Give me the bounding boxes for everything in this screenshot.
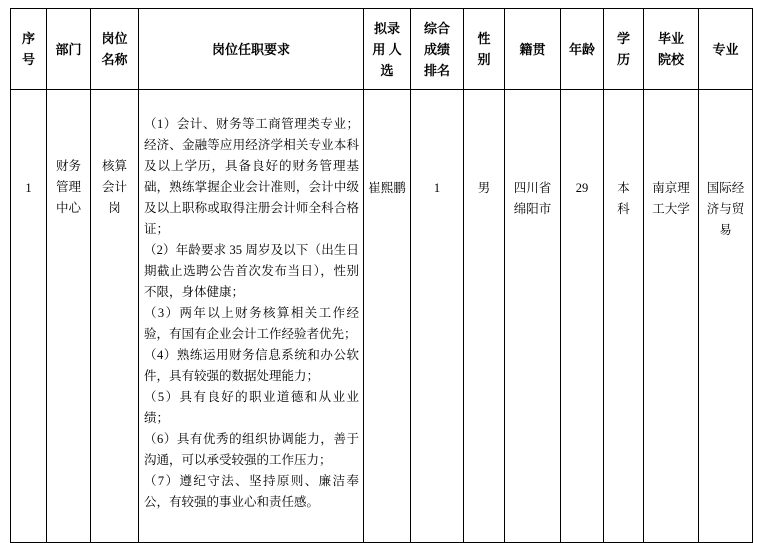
header-seq: 序 号 xyxy=(11,9,47,90)
header-candidate: 拟录 用 人 选 xyxy=(364,9,411,90)
cell-seq: 1 xyxy=(11,90,47,543)
header-dept: 部门 xyxy=(47,9,91,90)
cell-rank: 1 xyxy=(411,90,464,543)
header-rank: 综合 成绩 排名 xyxy=(411,9,464,90)
header-school: 毕业 院校 xyxy=(644,9,699,90)
header-age: 年龄 xyxy=(561,9,604,90)
cell-dept: 财务 管理 中心 xyxy=(47,90,91,543)
header-hometown: 籍贯 xyxy=(505,9,561,90)
table-row xyxy=(11,90,753,543)
cell-position: 核算 会计 岗 xyxy=(91,90,139,543)
cell-age: 29 xyxy=(561,90,604,543)
header-major: 专业 xyxy=(699,9,753,90)
header-gender: 性 别 xyxy=(464,9,505,90)
table-body xyxy=(11,90,753,543)
table-header xyxy=(11,9,753,90)
cell-education: 本 科 xyxy=(604,90,644,543)
requirements-text: （1）会计、财务等工商管理类专业；经济、金融等应用经济学相关专业本科及以上学历，具备良好的财务管理基础，熟练掌握企业会计准则，会计中级及以上职称或取得注册会计师全科合格证； （2）年龄要求 35 周岁及以下（出生日期截止选聘公告首次发布当日），性别不限，身体健康； （3）两年以上财务核算相关工作经验，有国有企业会计工作经验者优先； （4）熟练运用财务信息系统和办公软件，具有较强的数据处理能力； （5）具有良好的职业道德和从业业绩； （6）具有优秀的组织协调能力，善于沟通，可以承受较强的工作压力； （7）遵纪守法、坚持原则、廉洁奉公，有较强的事业心和责任感。 xyxy=(144,117,359,509)
cell-gender: 男 xyxy=(464,90,505,543)
cell-major: 国际经 济与贸 易 xyxy=(699,90,753,543)
header-education: 学 历 xyxy=(604,9,644,90)
cell-requirements xyxy=(139,90,364,543)
header-position: 岗位 名称 xyxy=(91,9,139,90)
header-row xyxy=(11,9,753,90)
cell-candidate: 崔熙鹏 xyxy=(364,90,411,543)
cell-school: 南京理 工大学 xyxy=(644,90,699,543)
recruitment-publicity-table xyxy=(10,8,753,543)
cell-hometown: 四川省 绵阳市 xyxy=(505,90,561,543)
header-requirements: 岗位任职要求 xyxy=(139,9,364,90)
